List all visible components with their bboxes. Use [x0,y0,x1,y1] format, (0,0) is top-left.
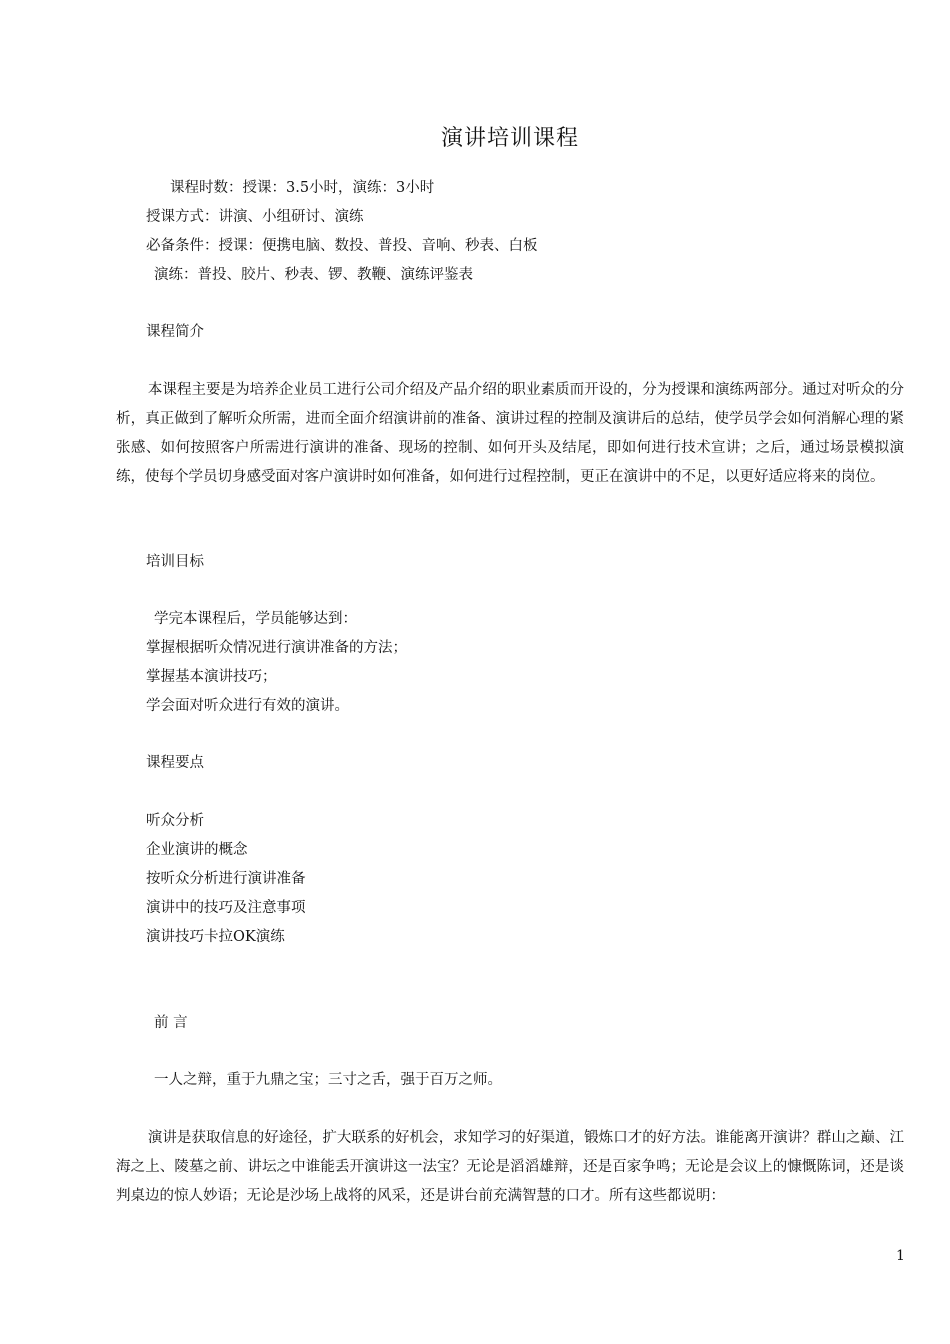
key-point-item: 听众分析 [146,813,204,829]
goals-lead: 学完本课程后，学员能够达到： [154,611,357,627]
intro-body: 本课程主要是为培养企业员工进行公司介绍及产品介绍的职业素质而开设的，分为授课和演练两部分。通过对听众的分析，真正做到了解听众所需，进而全面介绍演讲前的准备、演讲过程的控制及演讲后的总结，使学员学会如何消解心理的紧张感、如何按照客户所需进行演讲的准备、现场的控制、如何开头及结尾，即如何进行技术宣讲；之后，通过场景模拟演练，使每个学员切身感受面对客户演讲时如何准备，如何进行过程控制，更正在演讲中的不足，以更好适应将来的岗位。 [116,382,904,485]
key-point-item: 演讲中的技巧及注意事项 [146,900,306,916]
practice-equipment: 演练：普投、胶片、秒表、锣、教鞭、演练评鉴表 [154,267,473,283]
document-title: 演讲培训课程 [440,126,579,151]
key-point-item: 演讲技巧卡拉OK演练 [146,929,285,945]
goals-heading: 培训目标 [146,554,204,570]
key-point-item: 企业演讲的概念 [146,842,248,858]
goal-item: 掌握基本演讲技巧； [146,669,277,685]
goal-item: 掌握根据听众情况进行演讲准备的方法； [146,640,407,656]
preface-quote: 一人之辩，重于九鼎之宝；三寸之舌，强于百万之师。 [154,1072,502,1088]
page-number: 1 [896,1248,905,1264]
course-hours: 课程时数：授课：3.5小时，演练：3小时 [170,180,435,196]
key-points-heading: 课程要点 [146,755,204,771]
requirements: 必备条件：授课：便携电脑、数投、普投、音响、秒表、白板 [146,238,538,254]
goal-item: 学会面对听众进行有效的演讲。 [146,698,349,714]
teaching-method: 授课方式：讲演、小组研讨、演练 [146,209,364,225]
preface-body: 演讲是获取信息的好途径，扩大联系的好机会，求知学习的好渠道，锻炼口才的好方法。谁能离开演讲？群山之巅、江海之上、陵墓之前、讲坛之中谁能丢开演讲这一法宝？无论是滔滔雄辩，还是百家争鸣；无论是会议上的慷慨陈词，还是谈判桌边的惊人妙语；无论是沙场上战将的风采，还是讲台前充满智慧的口才。所有这些都说明： [116,1130,904,1204]
intro-heading: 课程简介 [146,324,204,340]
key-point-item: 按听众分析进行演讲准备 [146,871,306,887]
preface-heading: 前 言 [154,1015,188,1031]
